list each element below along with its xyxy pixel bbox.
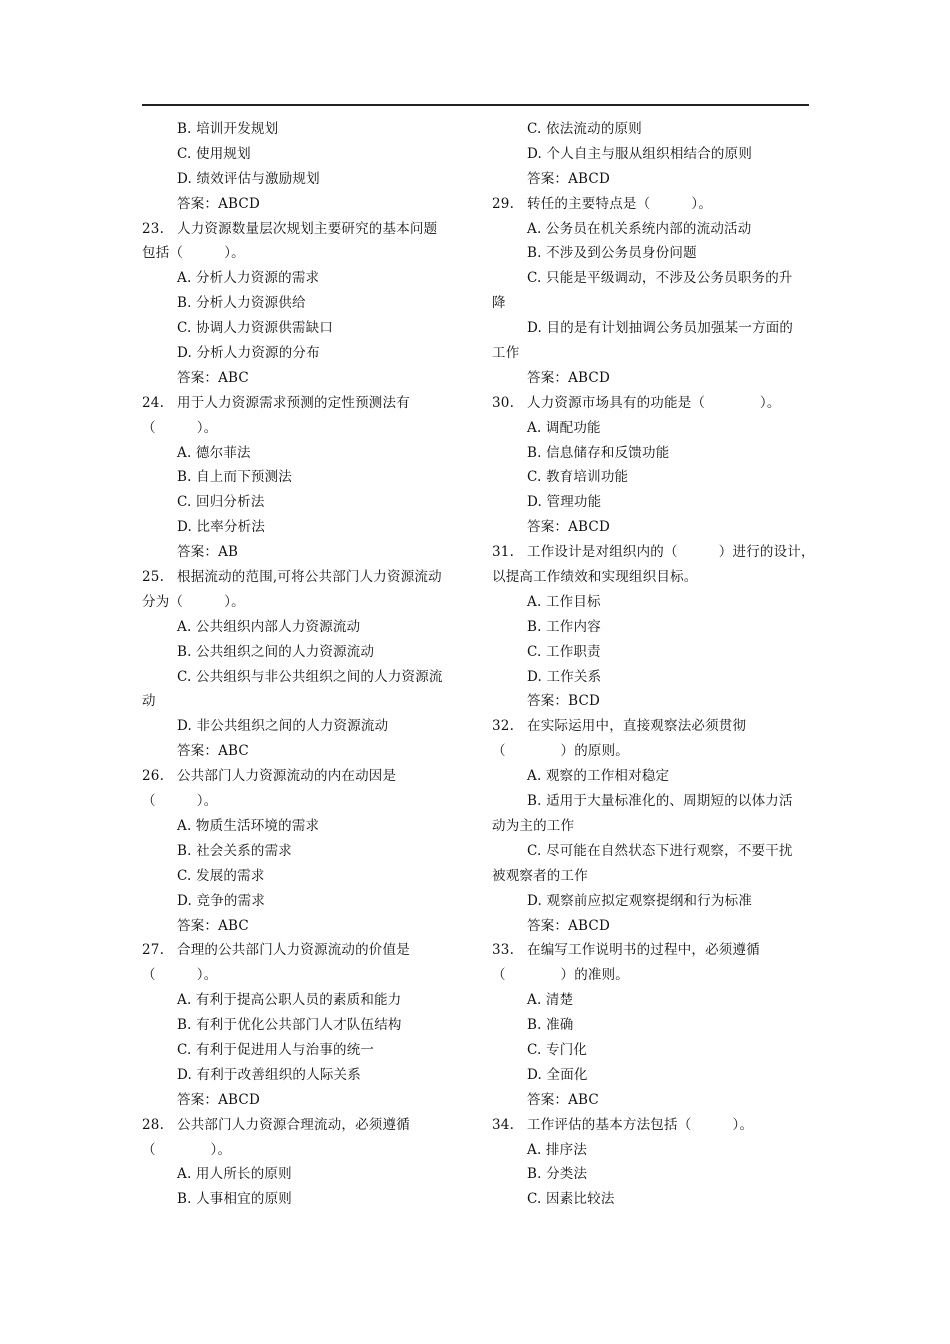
option-line: B. 自上而下预测法 <box>177 469 293 486</box>
left-column <box>142 117 460 1212</box>
question-text: 用于人力资源需求预测的定性预测法有 <box>177 394 410 411</box>
continuation-line: 以提高工作绩效和实现组织目标。 <box>492 569 698 586</box>
option-line: A. 排序法 <box>527 1141 588 1158</box>
option-line: A. 用人所长的原则 <box>177 1166 292 1183</box>
option-line: C. 有利于促进用人与治事的统一 <box>177 1041 375 1058</box>
answer-line: 答案：ABCD <box>527 519 610 536</box>
question-number: 24. <box>142 394 165 411</box>
option-line: A. 观察的工作相对稳定 <box>527 768 670 785</box>
continuation-line: 包括（ ）。 <box>142 245 245 262</box>
right-column <box>492 117 815 1212</box>
option-line: A. 调配功能 <box>527 419 601 436</box>
question-number: 31. <box>492 544 515 561</box>
option-line: D. 分析人力资源的分布 <box>177 345 320 362</box>
question-text: 合理的公共部门人力资源流动的价值是 <box>177 942 410 959</box>
continuation-line: 动为主的工作 <box>492 817 575 834</box>
option-line: C. 尽可能在自然状态下进行观察，不要干扰 <box>527 842 793 859</box>
option-line: C. 只能是平级调动，不涉及公务员职务的升 <box>527 270 793 287</box>
continuation-line: 分为（ ）。 <box>142 593 245 610</box>
question-text: 工作设计是对组织内的（ ）进行的设计， <box>527 544 815 561</box>
option-line: C. 使用规划 <box>177 145 251 162</box>
answer-line: 答案：ABC <box>177 917 249 934</box>
continuation-line: （ ）的准则。 <box>492 967 629 984</box>
question-line <box>142 938 460 963</box>
option-line: A. 公务员在机关系统内部的流动活动 <box>527 220 752 237</box>
question-text: 公共部门人力资源流动的内在动因是 <box>177 768 397 785</box>
answer-line: 答案：ABC <box>177 743 249 760</box>
option-line: C. 因素比较法 <box>527 1191 615 1208</box>
question-number: 23. <box>142 220 165 237</box>
option-line: D. 全面化 <box>527 1066 588 1083</box>
option-line: B. 公共组织之间的人力资源流动 <box>177 643 375 660</box>
option-line: D. 工作关系 <box>527 668 602 685</box>
answer-line: 答案：BCD <box>527 693 601 710</box>
question-line <box>492 714 810 739</box>
option-line: A. 清楚 <box>527 992 574 1009</box>
option-line: B. 社会关系的需求 <box>177 842 293 859</box>
option-line: C. 专门化 <box>527 1041 588 1058</box>
continuation-line: 工作 <box>492 345 520 362</box>
question-number: 28. <box>142 1116 165 1133</box>
continuation-line: 被观察者的工作 <box>492 867 588 884</box>
continuation-line: 降 <box>492 295 506 312</box>
option-line: B. 人事相宜的原则 <box>177 1191 293 1208</box>
option-line: D. 有利于改善组织的人际关系 <box>177 1066 361 1083</box>
option-line: C. 协调人力资源供需缺口 <box>177 320 334 337</box>
option-line: C. 回归分析法 <box>177 494 265 511</box>
question-text: 工作评估的基本方法包括（ ）。 <box>527 1116 754 1133</box>
option-line: D. 管理功能 <box>527 494 602 511</box>
question-line <box>142 391 460 416</box>
continuation-line: （ ）的原则。 <box>492 743 629 760</box>
continuation-line: 动 <box>142 693 156 710</box>
question-number: 29. <box>492 195 515 212</box>
option-line: B. 信息储存和反馈功能 <box>527 444 670 461</box>
option-line: D. 竞争的需求 <box>177 892 266 909</box>
question-text: 根据流动的范围,可将公共部门人力资源流动 <box>177 569 442 586</box>
option-line: B. 不涉及到公务员身份问题 <box>527 245 697 262</box>
option-line: A. 公共组织内部人力资源流动 <box>177 618 361 635</box>
option-line: C. 教育培训功能 <box>527 469 629 486</box>
question-number: 26. <box>142 768 165 785</box>
question-number: 25. <box>142 569 165 586</box>
question-number: 34. <box>492 1116 515 1133</box>
question-number: 27. <box>142 942 165 959</box>
continuation-line: （ ）。 <box>142 1141 232 1158</box>
option-line: B. 准确 <box>527 1017 574 1034</box>
answer-line: 答案：ABCD <box>177 1091 260 1108</box>
continuation-line: （ ）。 <box>142 419 218 436</box>
question-text: 人力资源数量层次规划主要研究的基本问题 <box>177 220 438 237</box>
question-line <box>142 217 460 242</box>
answer-line: 答案：ABCD <box>177 195 260 212</box>
continuation-line: （ ）。 <box>142 967 218 984</box>
option-line: A. 工作目标 <box>527 593 601 610</box>
question-line <box>492 192 810 217</box>
question-number: 30. <box>492 394 515 411</box>
question-line <box>142 1113 460 1138</box>
option-line: C. 工作职责 <box>527 643 601 660</box>
option-line: D. 非公共组织之间的人力资源流动 <box>177 718 389 735</box>
question-line <box>492 1113 810 1138</box>
answer-line: 答案：ABCD <box>527 917 610 934</box>
option-line: C. 公共组织与非公共组织之间的人力资源流 <box>177 668 443 685</box>
option-line: B. 分类法 <box>527 1166 588 1183</box>
option-line: A. 有利于提高公职人员的素质和能力 <box>177 992 402 1009</box>
answer-line: 答案：ABC <box>527 1091 599 1108</box>
option-line: B. 培训开发规划 <box>177 121 279 137</box>
question-text: 人力资源市场具有的功能是（ ）。 <box>527 394 781 411</box>
answer-line: 答案：ABCD <box>527 369 610 386</box>
option-line: A. 物质生活环境的需求 <box>177 817 320 834</box>
question-line <box>492 391 810 416</box>
option-line: D. 比率分析法 <box>177 519 266 536</box>
option-line: D. 个人自主与服从组织相结合的原则 <box>527 145 753 162</box>
header-rule <box>142 104 809 106</box>
option-line: C. 依法流动的原则 <box>527 121 642 137</box>
question-text: 在编写工作说明书的过程中，必须遵循 <box>527 942 760 959</box>
option-line: B. 适用于大量标准化的、周期短的以体力活 <box>527 793 793 810</box>
question-text: 公共部门人力资源合理流动，必须遵循 <box>177 1116 410 1133</box>
option-line: A. 分析人力资源的需求 <box>177 270 320 287</box>
answer-line: 答案：ABC <box>177 369 249 386</box>
question-text: 转任的主要特点是（ ）。 <box>527 195 713 212</box>
option-line: B. 有利于优化公共部门人才队伍结构 <box>177 1017 402 1034</box>
question-number: 32. <box>492 718 515 735</box>
option-line: C. 发展的需求 <box>177 867 265 884</box>
answer-line: 答案：AB <box>177 544 239 561</box>
continuation-line: （ ）。 <box>142 793 218 810</box>
option-line: D. 观察前应拟定观察提纲和行为标准 <box>527 892 753 909</box>
answer-line: 答案：ABCD <box>527 170 610 187</box>
question-line <box>142 764 460 789</box>
question-line <box>142 565 460 590</box>
option-line: D. 绩效评估与激励规划 <box>177 170 320 187</box>
question-number: 33. <box>492 942 515 959</box>
question-line <box>492 540 815 565</box>
option-line: D. 目的是有计划抽调公务员加强某一方面的 <box>527 320 794 337</box>
question-line <box>492 938 810 963</box>
option-line: A. 德尔菲法 <box>177 444 251 461</box>
question-text: 在实际运用中，直接观察法必须贯彻 <box>527 718 747 735</box>
option-line: B. 分析人力资源供给 <box>177 295 306 312</box>
option-line: B. 工作内容 <box>527 618 601 635</box>
